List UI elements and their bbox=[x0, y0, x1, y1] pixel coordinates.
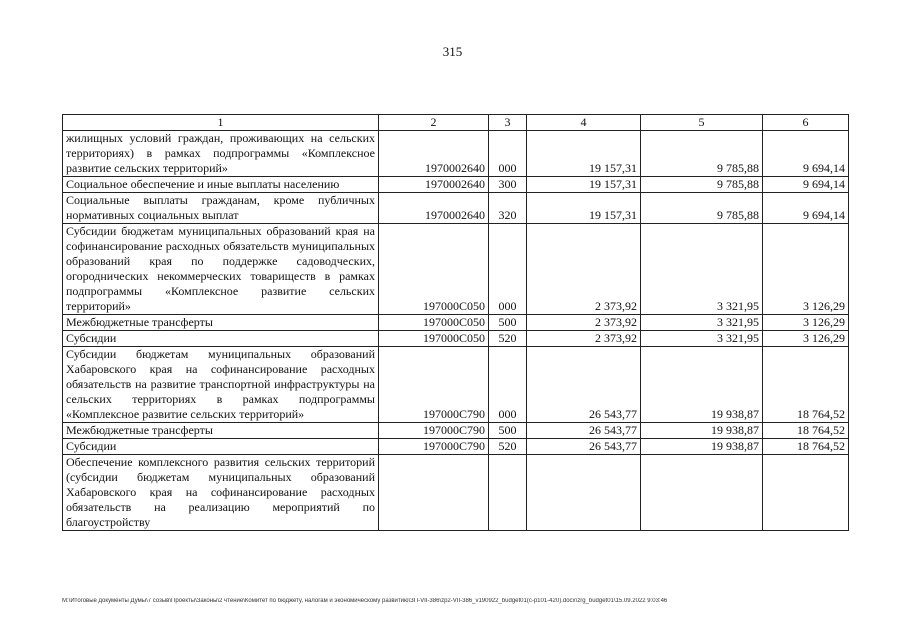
cell-amount-col5: 3 321,95 bbox=[641, 224, 763, 315]
header-col-1: 1 bbox=[63, 115, 379, 131]
cell-expense-type: 500 bbox=[489, 423, 527, 439]
cell-amount-col4: 26 543,77 bbox=[527, 347, 641, 423]
page-number: 315 bbox=[442, 44, 463, 59]
table-row bbox=[63, 131, 849, 177]
cell-amount-col6: 9 694,14 bbox=[763, 177, 849, 193]
cell-amount-col6 bbox=[763, 455, 849, 531]
cell-amount-col6: 3 126,29 bbox=[763, 224, 849, 315]
cell-amount-col6: 3 126,29 bbox=[763, 315, 849, 331]
header-col-5: 5 bbox=[641, 115, 763, 131]
cell-amount-col5: 9 785,88 bbox=[641, 177, 763, 193]
cell-expense-type: 000 bbox=[489, 347, 527, 423]
cell-description: Социальные выплаты гражданам, кроме публичных нормативных социальных выплат bbox=[63, 193, 379, 224]
table-row bbox=[63, 455, 849, 531]
cell-description: Субсидии bbox=[63, 331, 379, 347]
cell-amount-col4: 2 373,92 bbox=[527, 315, 641, 331]
cell-target-code: 197000С790 bbox=[379, 423, 489, 439]
header-col-2: 2 bbox=[379, 115, 489, 131]
cell-amount-col4: 26 543,77 bbox=[527, 423, 641, 439]
cell-description: Субсидии бюджетам муниципальных образований края на софинансирование расходных обязательств муниципальных образований края по поддержке садоводческих, огороднических некоммерческих товариществ в рамках подпрограммы «Комплексное развитие сельских территорий» bbox=[63, 224, 379, 315]
header-col-3: 3 bbox=[489, 115, 527, 131]
cell-target-code: 197000С050 bbox=[379, 224, 489, 315]
cell-description: Межбюджетные трансферты bbox=[63, 315, 379, 331]
table-row bbox=[63, 331, 849, 347]
cell-expense-type: 000 bbox=[489, 224, 527, 315]
cell-amount-col5: 3 321,95 bbox=[641, 331, 763, 347]
cell-amount-col4: 2 373,92 bbox=[527, 224, 641, 315]
cell-amount-col5: 9 785,88 bbox=[641, 193, 763, 224]
header-col-4: 4 bbox=[527, 115, 641, 131]
cell-amount-col5: 19 938,87 bbox=[641, 423, 763, 439]
cell-amount-col4: 19 157,31 bbox=[527, 193, 641, 224]
cell-description: Обеспечение комплексного развития сельских территорий (субсидии бюджетам муниципальных образований Хабаровского края на софинансирование расходных обязательств на реализацию мероприятий по благоустройству bbox=[63, 455, 379, 531]
cell-target-code: 197000С790 bbox=[379, 439, 489, 455]
cell-amount-col6: 18 764,52 bbox=[763, 347, 849, 423]
cell-amount-col6: 9 694,14 bbox=[763, 131, 849, 177]
cell-amount-col6: 9 694,14 bbox=[763, 193, 849, 224]
cell-expense-type: 300 bbox=[489, 177, 527, 193]
cell-description: Субсидии бюджетам муниципальных образований Хабаровского края на софинансирование расходных обязательств на развитие транспортной инфраструктуры на сельских территориях в рамках подпрограммы «Комплексное развитие сельских территорий» bbox=[63, 347, 379, 423]
cell-amount-col5: 9 785,88 bbox=[641, 131, 763, 177]
cell-amount-col4: 19 157,31 bbox=[527, 131, 641, 177]
cell-amount-col4: 2 373,92 bbox=[527, 331, 641, 347]
cell-description: Субсидии bbox=[63, 439, 379, 455]
cell-amount-col4: 19 157,31 bbox=[527, 177, 641, 193]
cell-description: жилищных условий граждан, проживающих на сельских территориях) в рамках подпрограммы «Комплексное развитие сельских территорий» bbox=[63, 131, 379, 177]
header-col-6: 6 bbox=[763, 115, 849, 131]
cell-expense-type bbox=[489, 455, 527, 531]
cell-amount-col5 bbox=[641, 455, 763, 531]
cell-target-code: 197000С790 bbox=[379, 347, 489, 423]
cell-expense-type: 500 bbox=[489, 315, 527, 331]
table-row bbox=[63, 347, 849, 423]
cell-amount-col5: 3 321,95 bbox=[641, 315, 763, 331]
cell-target-code bbox=[379, 455, 489, 531]
budget-table bbox=[62, 114, 849, 531]
table-row bbox=[63, 224, 849, 315]
cell-amount-col4 bbox=[527, 455, 641, 531]
cell-amount-col5: 19 938,87 bbox=[641, 347, 763, 423]
cell-target-code: 197000С050 bbox=[379, 331, 489, 347]
cell-description: Межбюджетные трансферты bbox=[63, 423, 379, 439]
cell-amount-col6: 18 764,52 bbox=[763, 423, 849, 439]
cell-description: Социальное обеспечение и иные выплаты населению bbox=[63, 177, 379, 193]
table-row bbox=[63, 177, 849, 193]
cell-target-code: 1970002640 bbox=[379, 177, 489, 193]
cell-amount-col6: 3 126,29 bbox=[763, 331, 849, 347]
table-header-row bbox=[63, 115, 849, 131]
cell-target-code: 197000С050 bbox=[379, 315, 489, 331]
cell-target-code: 1970002640 bbox=[379, 193, 489, 224]
cell-amount-col6: 18 764,52 bbox=[763, 439, 849, 455]
cell-expense-type: 520 bbox=[489, 439, 527, 455]
cell-expense-type: 520 bbox=[489, 331, 527, 347]
table-row bbox=[63, 193, 849, 224]
cell-expense-type: 320 bbox=[489, 193, 527, 224]
table-row bbox=[63, 315, 849, 331]
table-row bbox=[63, 439, 849, 455]
cell-target-code: 1970002640 bbox=[379, 131, 489, 177]
document-file-path: M:\Итоговые документы Думы\7 созыв\Проекты\Законы\2 чтение\Комитет по бюджету, налогам и экономическому развитию\ЗП-VII-386\zp2-VII-386_v190922_budget01(с-p101-420).docx\zrg_budget01\15.09.2022 9:03:46 bbox=[62, 598, 668, 604]
cell-amount-col4: 26 543,77 bbox=[527, 439, 641, 455]
cell-expense-type: 000 bbox=[489, 131, 527, 177]
table-row bbox=[63, 423, 849, 439]
cell-amount-col5: 19 938,87 bbox=[641, 439, 763, 455]
